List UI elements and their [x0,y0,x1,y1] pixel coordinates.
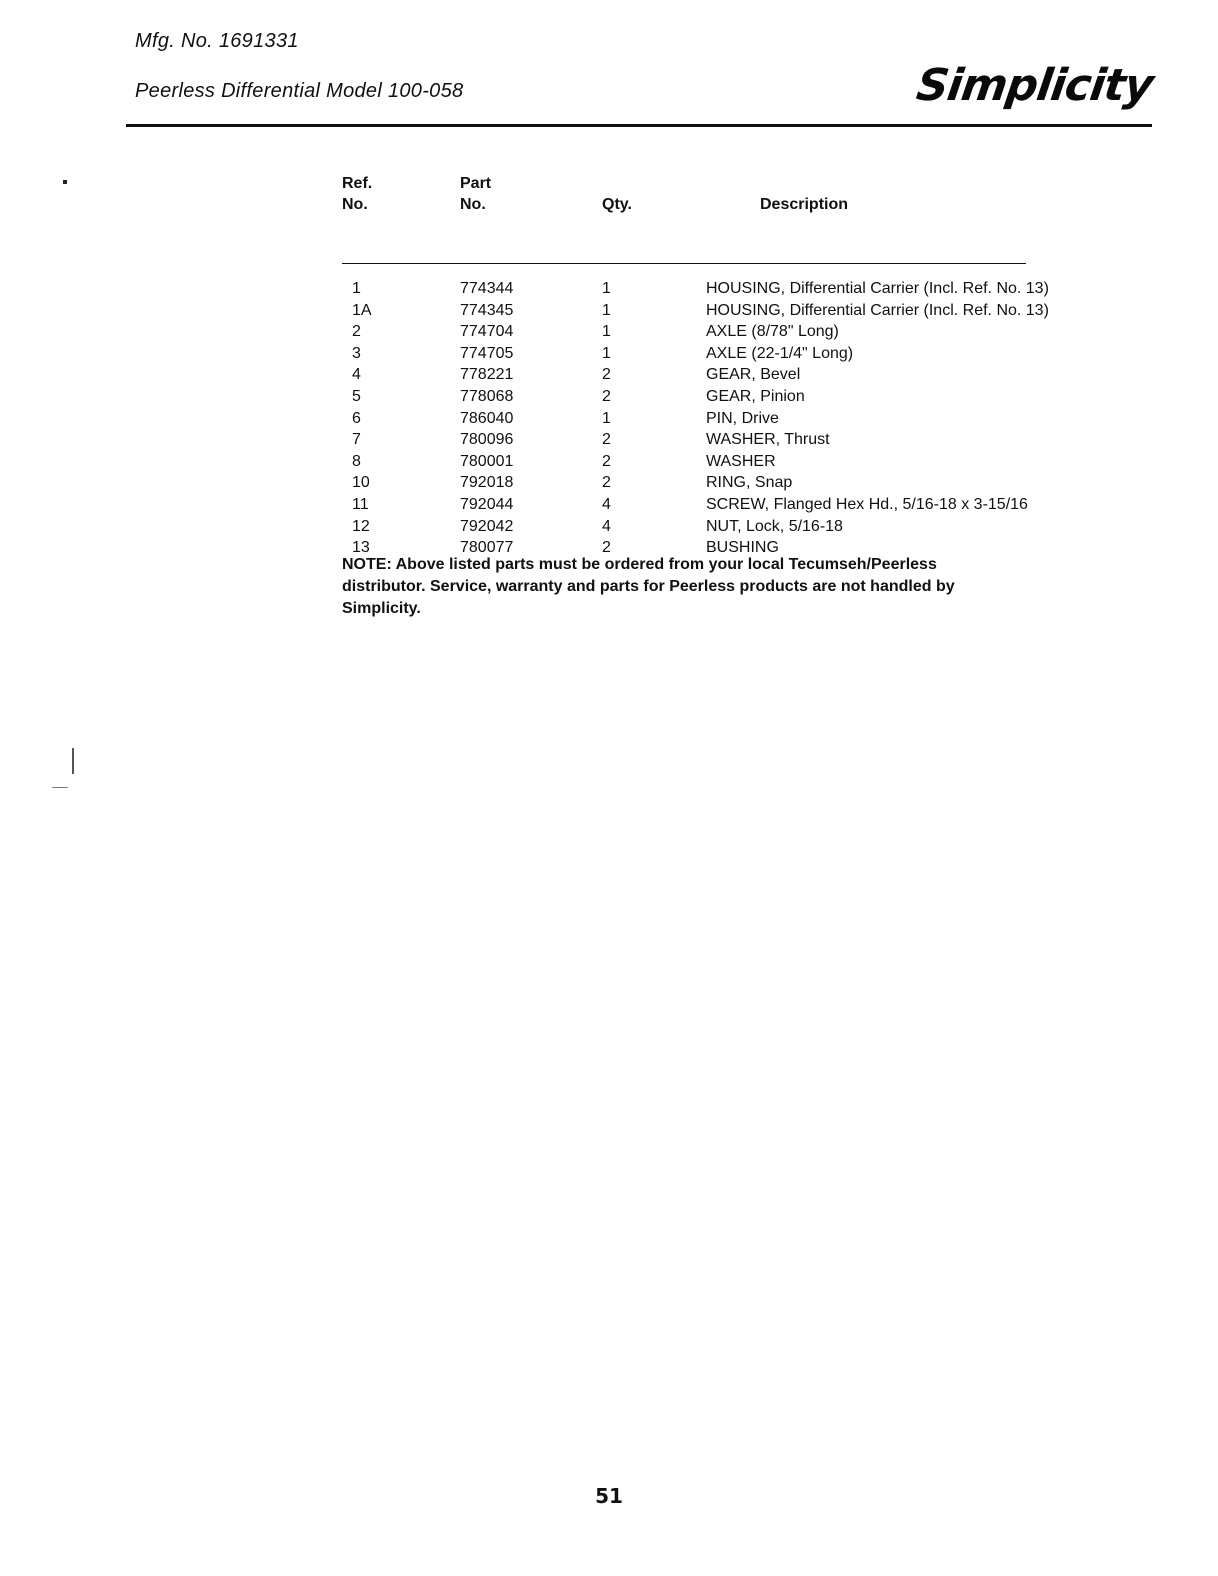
qty-cell: 1 [602,301,611,319]
table-row [342,321,1122,343]
table-row [342,364,1122,386]
header-description-label: Description [760,196,849,213]
qty-cell: 1 [602,323,611,341]
header-ref-line2: No. [342,196,368,213]
ref-no-cell: 5 [352,387,361,405]
header-part-no [460,172,602,218]
table-row [342,472,1122,494]
parts-table [342,172,1122,559]
description-cell: NUT, Lock, 5/16-18 [706,517,843,535]
description-cell: WASHER [706,452,776,470]
ref-no-cell: 3 [352,344,361,362]
table-row [342,494,1122,516]
header-part-line2: No. [460,196,486,213]
qty-cell: 2 [602,366,611,384]
description-cell: GEAR, Bevel [706,366,801,384]
qty-cell: 4 [602,517,611,535]
ref-no-cell: 12 [352,517,370,535]
header-description [706,172,1122,218]
description-cell: PIN, Drive [706,409,779,427]
qty-cell: 2 [602,387,611,405]
ref-no-cell: 13 [352,539,370,557]
table-header-row [342,172,1122,218]
table-row [342,516,1122,538]
table-row [342,408,1122,430]
header-divider [342,218,1122,264]
description-cell: SCREW, Flanged Hex Hd., 5/16-18 x 3-15/16 [706,495,1028,513]
ref-no-cell: 1A [352,301,372,319]
part-no-cell: 778068 [460,387,514,405]
table-row [342,451,1122,473]
table-row [342,278,1122,300]
mfg-number: Mfg. No. 1691331 [135,30,299,52]
part-no-cell: 780096 [460,431,514,449]
qty-cell: 4 [602,495,611,513]
part-no-cell: 792018 [460,474,514,492]
part-no-cell: 774344 [460,280,514,297]
ref-no-cell: 4 [352,366,361,384]
qty-cell: 1 [602,409,611,427]
description-cell: AXLE (22-1/4" Long) [706,344,854,362]
scan-speck [63,180,67,184]
header-qty-label: Qty. [602,196,632,213]
part-no-cell: 774705 [460,344,514,362]
scan-speck [72,748,74,774]
ref-no-cell: 1 [352,280,361,297]
description-cell: GEAR, Pinion [706,387,805,405]
part-no-cell: 778221 [460,366,514,384]
part-no-cell: 774704 [460,323,514,341]
ref-no-cell: 8 [352,452,361,470]
ref-no-cell: 6 [352,409,361,427]
description-cell: HOUSING, Differential Carrier (Incl. Ref. No. 13) [706,301,1049,319]
description-cell: BUSHING [706,539,779,557]
part-no-cell: 786040 [460,409,514,427]
header-ref-no [342,172,460,218]
ref-no-cell: 2 [352,323,361,341]
qty-cell: 2 [602,539,611,557]
qty-cell: 1 [602,344,611,362]
qty-cell: 2 [602,452,611,470]
description-cell: HOUSING, Differential Carrier (Incl. Ref. No. 13) [706,280,1049,297]
part-no-cell: 780077 [460,539,514,557]
header-qty [602,172,706,218]
table-row [342,386,1122,408]
description-cell: WASHER, Thrust [706,431,830,449]
scan-speck [52,787,68,788]
ref-no-cell: 11 [352,495,369,513]
description-cell: RING, Snap [706,474,793,492]
header-rule [126,124,1152,127]
header-part-line1: Part [460,175,492,192]
part-no-cell: 792042 [460,517,514,535]
table-row [342,343,1122,365]
qty-cell: 2 [602,474,611,492]
qty-cell: 2 [602,431,611,449]
part-no-cell: 780001 [460,452,514,470]
model-title: Peerless Differential Model 100-058 [135,80,464,102]
part-no-cell: 774345 [460,301,514,319]
header-ref-line1: Ref. [342,175,373,192]
part-no-cell: 792044 [460,495,514,513]
parts-body [342,264,1122,559]
ref-no-cell: 10 [352,474,370,492]
order-note: NOTE: Above listed parts must be ordered from your local Tecumseh/Peerless distributor. Service, warranty and parts for Peerless products are not handled by Simplicity. [342,556,955,617]
table-row [342,429,1122,451]
page-number: 51 [595,1484,623,1508]
description-cell: AXLE (8/78" Long) [706,323,839,341]
ref-no-cell: 7 [352,431,361,449]
table-row [342,300,1122,322]
qty-cell: 1 [602,280,611,297]
brand-logo: Simplicity [913,60,1156,111]
